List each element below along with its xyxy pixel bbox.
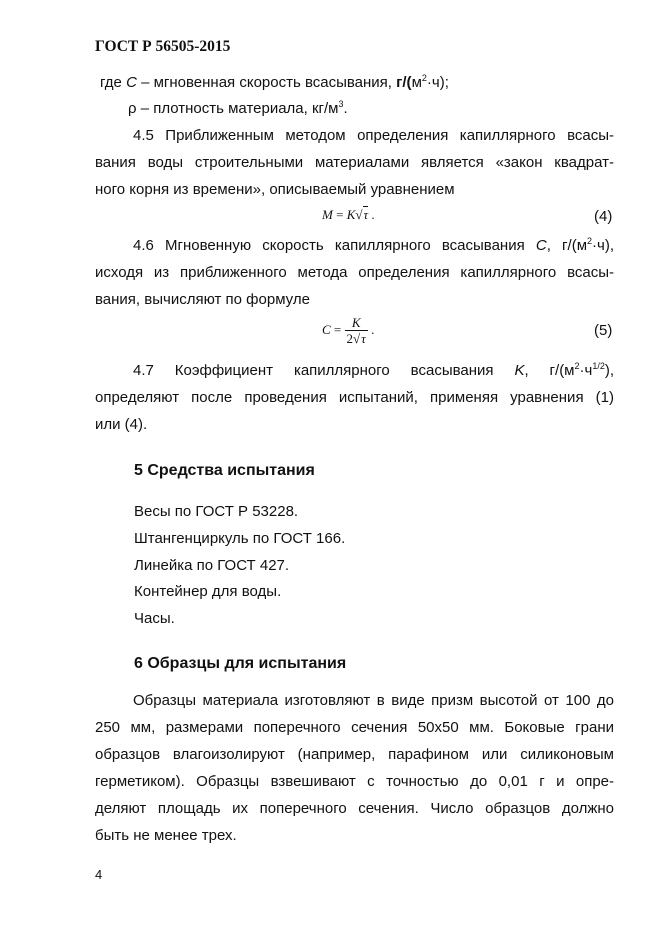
equation-4-number: (4) [594,208,613,225]
eq5-den-coef: 2 [346,331,354,346]
sec6-line-3: образцов влагоизолируют (например, парафином или силиконовым [95,746,614,763]
p46-l1-post: , г/(м [546,237,588,254]
def-rho-exp: 3 [338,99,344,109]
p45-line-2: вания воды строительными материалами является «закон квадрат- [95,154,614,171]
def-c-pre: где [100,74,127,91]
eq4-lhs: M [322,207,333,222]
p46-l1-exp: 2 [587,236,593,246]
def-c-unit-exp: 2 [421,73,427,83]
section-5-item-4: Контейнер для воды. [134,583,282,600]
p46-l1-symbol: C [535,237,547,254]
eq5-root-sign: √ [353,331,361,346]
p47-l1-exp2: 1/2 [592,361,605,371]
eq4-var: τ [363,207,369,222]
def-c-unit-end: ·ч); [426,74,449,91]
p46-l1-pre: 4.6 Мгновенную скорость капиллярного всасывания [133,237,536,254]
p45-line-1-text: 4.5 Приближенным методом определения капиллярного всасы- [133,127,614,144]
eq4-dot: . [371,207,375,222]
p46-l1-end: ·ч), [592,237,615,254]
section-5-item-3: Линейка по ГОСТ 427. [134,557,290,574]
p45-line-1 [95,126,614,146]
section-5-item-1: Весы по ГОСТ Р 53228. [134,503,299,520]
eq5-equals: = [333,321,342,337]
eq4-root-sign: √ [355,207,363,222]
sec6-line-4: герметиком). Образцы взвешивают с точностью до 0,01 г и опре- [95,773,614,790]
p47-l1-pre: 4.7 Коэффициент капиллярного всасывания [133,362,515,379]
page-number: 4 [95,867,103,882]
p47-l1-end: ), [604,362,615,379]
eq5-fraction [345,316,368,346]
equation-5-number: (5) [594,322,613,339]
def-c-text: – мгновенная скорость всасывания, [136,74,397,91]
p47-l1-symbol: K [514,362,525,379]
sec6-line-5: деляют площадь их поперечного сечения. Число образцов должно [95,800,614,817]
p47-l1-exp: 2 [574,361,580,371]
p47-l1-post: , г/(м [524,362,575,379]
eq4-equals: = [336,207,344,222]
def-c-unit-bold: г/( [396,74,412,91]
p47-line-2: определяют после проведения испытаний, применяя уравнения (1) [95,389,614,406]
eq5-numerator: K [345,316,368,331]
def-rho-end: . [343,100,348,117]
p46-line-1 [95,236,614,256]
sec6-line-6: быть не менее трех. [95,827,237,844]
p46-line-3: вания, вычисляют по формуле [95,291,310,308]
definition-c [100,73,449,93]
sec6-line-1 [95,691,614,711]
def-c-unit: м [411,74,422,91]
definition-rho [128,99,348,119]
eq5-dot: . [371,321,375,337]
section-6-title: 6 Образцы для испытания [134,655,347,672]
def-rho-text: ρ – плотность материала, кг/м [128,100,339,117]
eq5-denominator [345,331,368,346]
eq5-lhs: C [322,321,331,337]
equation-5 [322,316,374,346]
sec6-line-1-text: Образцы материала изготовляют в виде призм высотой от 100 до [133,692,614,709]
p47-line-1 [95,361,614,381]
p47-line-3: или (4). [95,416,148,433]
eq4-k: K [346,207,356,222]
equation-4 [322,207,375,223]
section-5-item-5: Часы. [134,610,175,627]
section-5-title: 5 Средства испытания [134,462,315,479]
eq5-var: τ [361,331,366,346]
section-5-item-2: Штангенциркуль по ГОСТ 166. [134,530,346,547]
def-c-symbol: C [126,74,137,91]
p45-line-3: ного корня из времени», описываемый уравнением [95,181,455,198]
p47-l1-mid: ·ч [579,362,593,379]
document-header: ГОСТ Р 56505-2015 [95,38,231,55]
p46-line-2: исходя из приближенного метода определения капиллярного всасы- [95,264,614,281]
sec6-line-2: 250 мм, размерами поперечного сечения 50х50 мм. Боковые грани [95,719,614,736]
